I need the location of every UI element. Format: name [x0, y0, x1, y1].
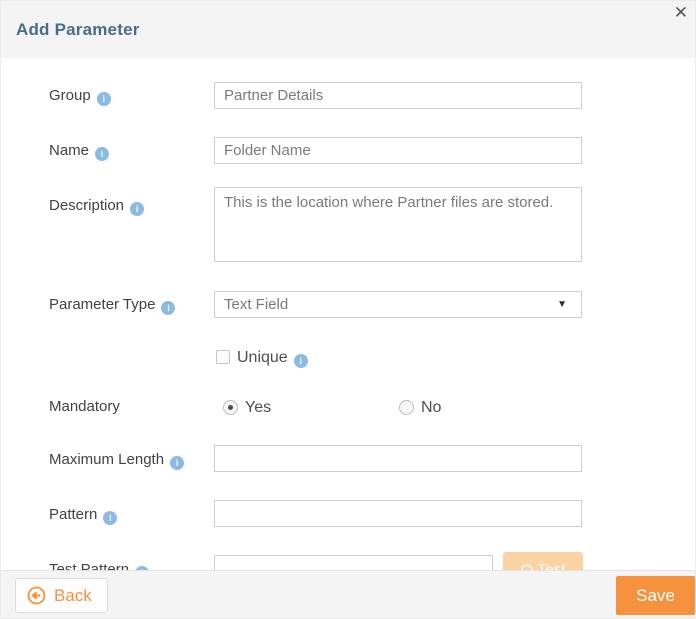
- mandatory-no-radio[interactable]: [399, 400, 414, 415]
- back-button-label: Back: [54, 585, 92, 605]
- dialog-title: Add Parameter: [16, 20, 140, 39]
- description-label: Description i: [49, 197, 144, 216]
- pattern-input[interactable]: [214, 500, 582, 527]
- group-label: Group i: [49, 87, 111, 106]
- info-icon[interactable]: i: [103, 511, 117, 525]
- dialog-header: [1, 1, 695, 58]
- chevron-down-icon: ▼: [557, 299, 567, 310]
- info-icon[interactable]: i: [294, 354, 308, 368]
- name-label: Name i: [49, 142, 109, 161]
- unique-row: [216, 349, 308, 367]
- info-icon[interactable]: i: [170, 456, 184, 470]
- maximum-length-label: Maximum Length i: [49, 451, 184, 470]
- unique-label: Unique: [237, 349, 288, 366]
- mandatory-label: Mandatory: [49, 398, 120, 415]
- dialog-body: [1, 58, 695, 618]
- description-textarea[interactable]: [214, 187, 582, 262]
- info-icon[interactable]: i: [130, 202, 144, 216]
- pattern-label: Pattern i: [49, 506, 117, 525]
- unique-checkbox[interactable]: [216, 350, 230, 364]
- mandatory-option-no: [399, 399, 441, 417]
- mandatory-no-label: No: [421, 399, 442, 416]
- name-input[interactable]: [214, 137, 582, 164]
- parameter-type-value: Text Field: [224, 296, 289, 313]
- parameter-type-label: Parameter Type i: [49, 296, 175, 315]
- mandatory-yes-radio[interactable]: [223, 400, 238, 415]
- group-input[interactable]: [214, 82, 582, 109]
- close-icon[interactable]: ✕: [673, 3, 688, 22]
- parameter-type-select[interactable]: [214, 291, 582, 318]
- mandatory-option-yes: [223, 399, 271, 417]
- back-button[interactable]: [15, 578, 108, 613]
- info-icon[interactable]: i: [97, 92, 111, 106]
- back-arrow-icon: [27, 586, 46, 605]
- maximum-length-input[interactable]: [214, 445, 582, 472]
- info-icon[interactable]: i: [161, 301, 175, 315]
- info-icon[interactable]: i: [95, 147, 109, 161]
- save-button[interactable]: Save: [616, 576, 695, 615]
- dialog-footer: [1, 570, 695, 618]
- mandatory-yes-label: Yes: [245, 399, 272, 416]
